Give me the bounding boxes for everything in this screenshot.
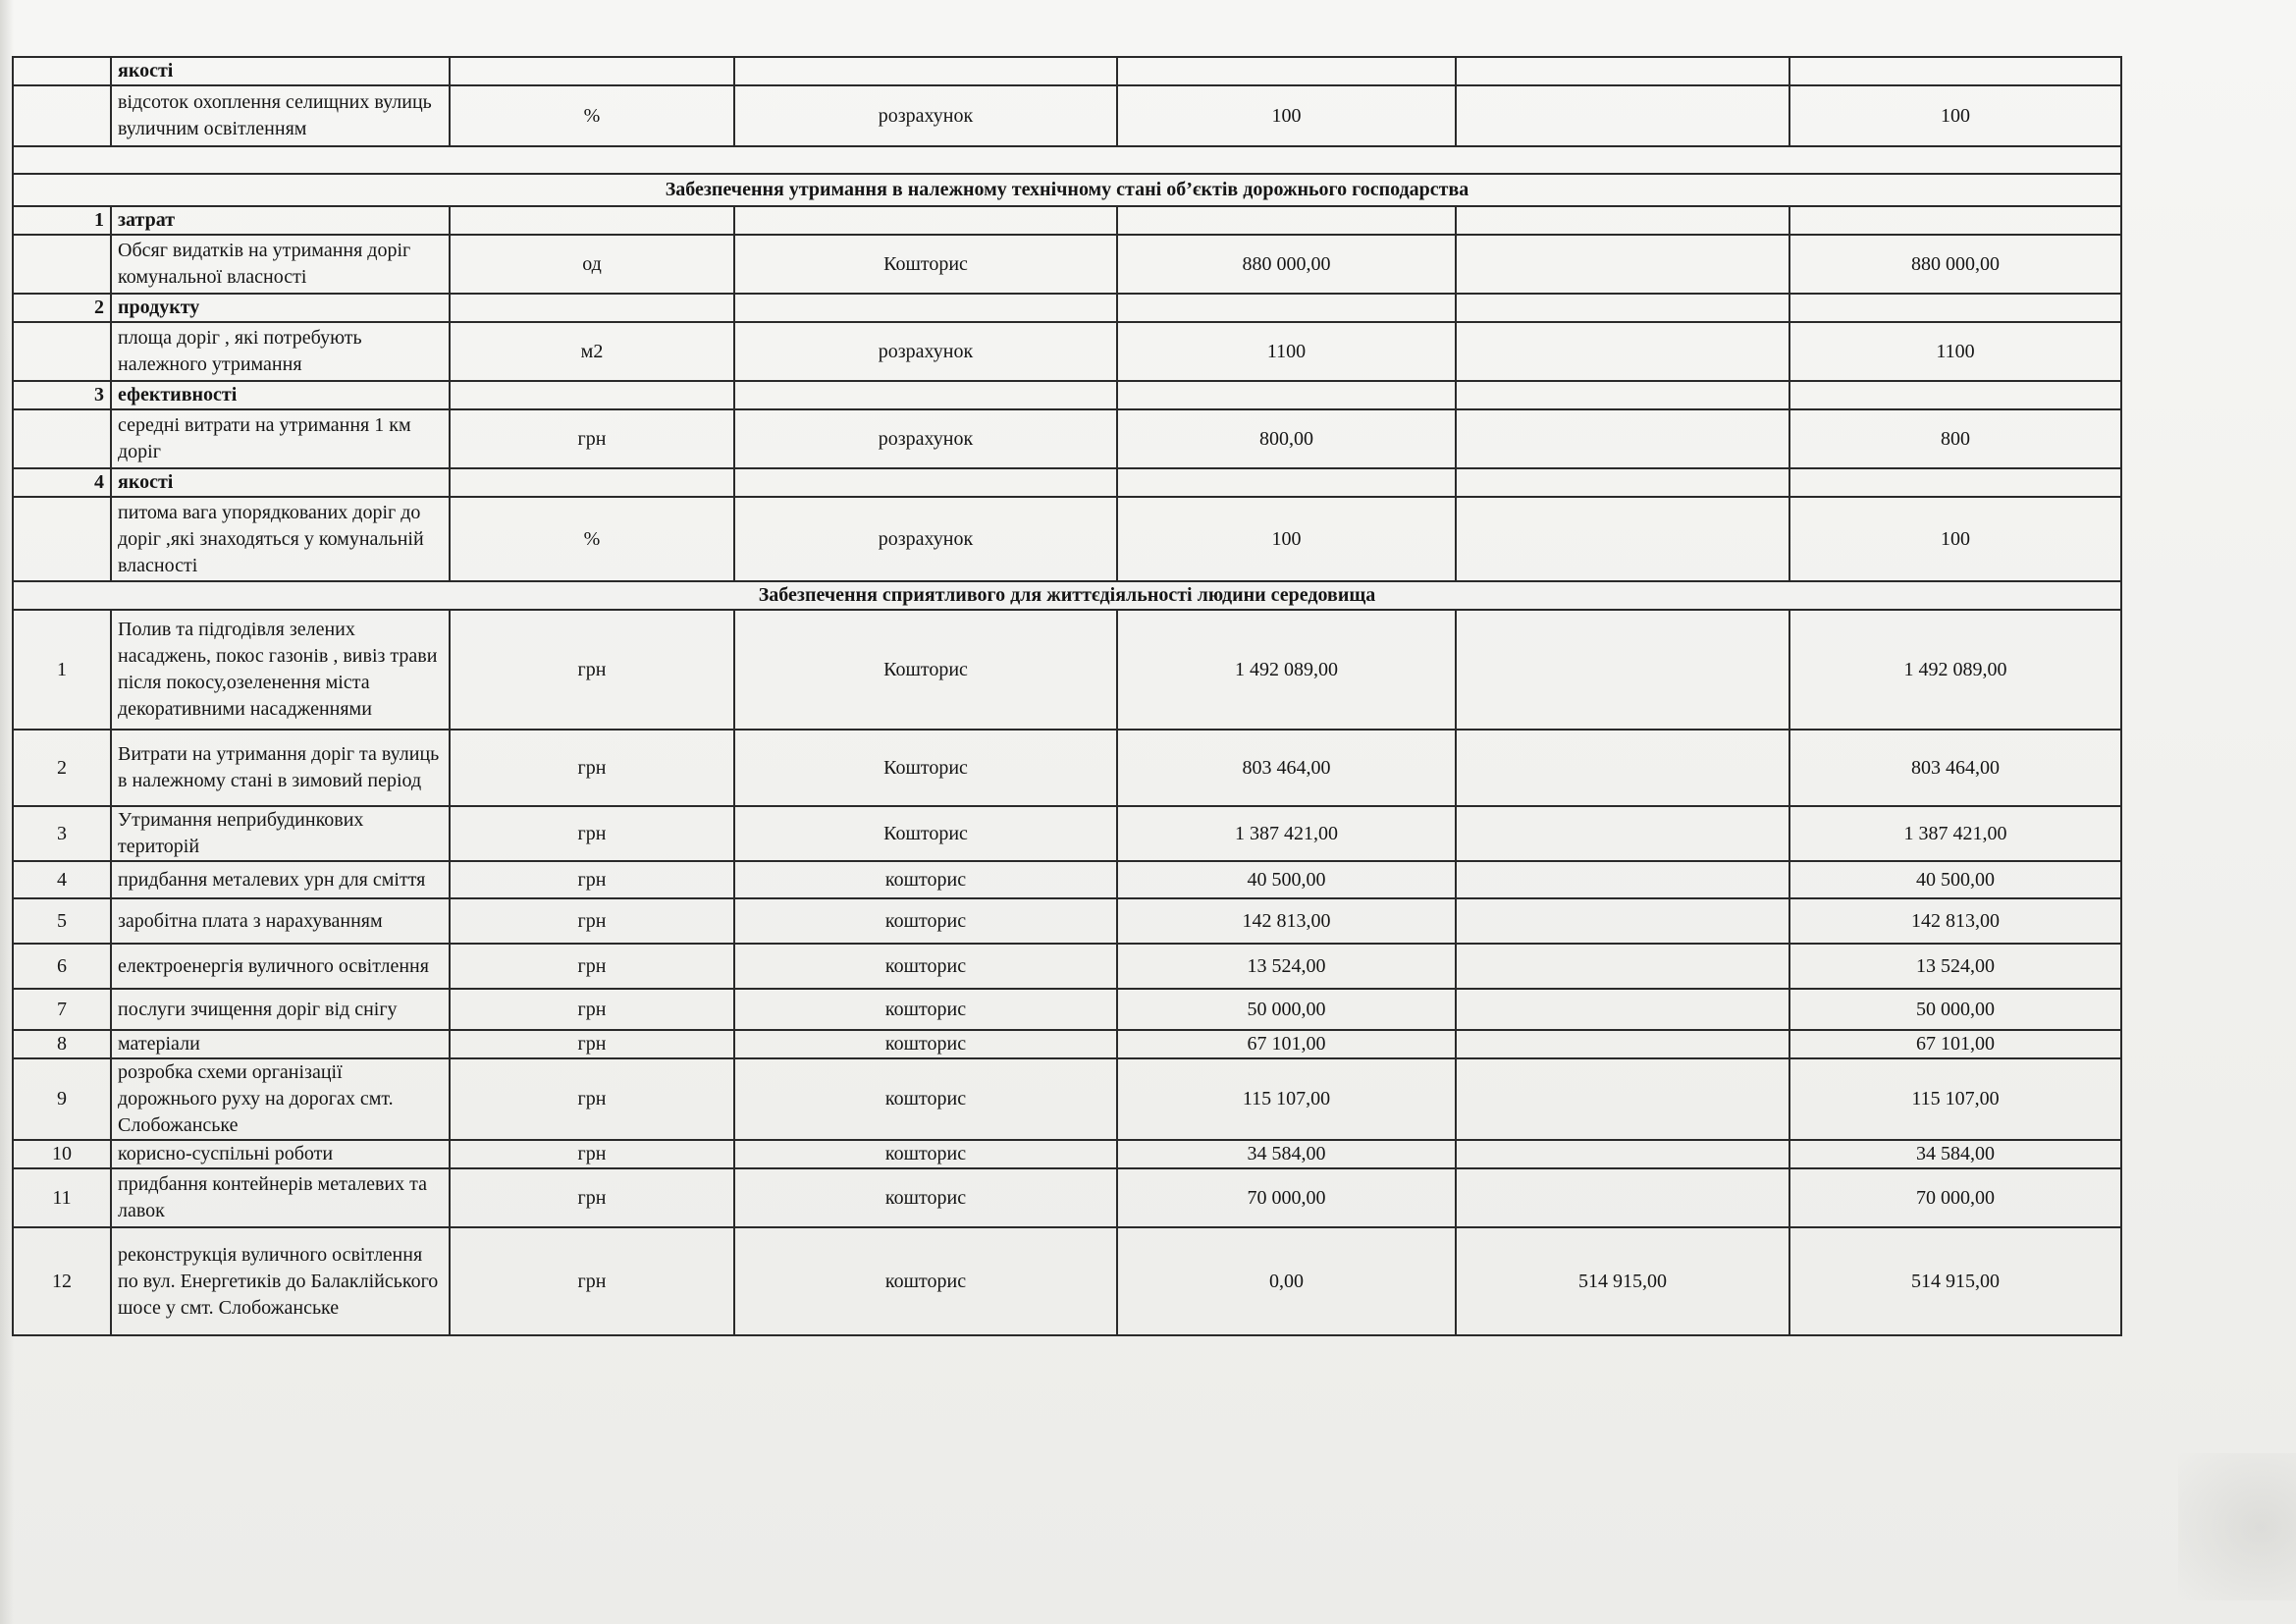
value-general-fund: 803 464,00 — [1117, 730, 1456, 806]
table-row — [13, 1030, 2121, 1058]
row-number: 1 — [13, 610, 111, 730]
value-special-fund — [1456, 989, 1789, 1030]
unit-cell: % — [450, 497, 734, 581]
row-number: 4 — [13, 861, 111, 898]
value-total: 70 000,00 — [1789, 1168, 2121, 1227]
empty-cell — [450, 468, 734, 497]
row-number: 3 — [13, 806, 111, 861]
value-total: 803 464,00 — [1789, 730, 2121, 806]
table-row — [13, 1227, 2121, 1335]
table-row — [13, 989, 2121, 1030]
value-total: 1100 — [1789, 322, 2121, 381]
value-total: 100 — [1789, 497, 2121, 581]
table-row — [13, 235, 2121, 294]
source-cell: розрахунок — [734, 85, 1117, 146]
indicator-name: матеріали — [111, 1030, 450, 1058]
value-total: 13 524,00 — [1789, 944, 2121, 989]
indicator-name: електроенергія вуличного освітлення — [111, 944, 450, 989]
value-general-fund: 0,00 — [1117, 1227, 1456, 1335]
value-general-fund: 40 500,00 — [1117, 861, 1456, 898]
table-row — [13, 610, 2121, 730]
empty-cell — [1117, 57, 1456, 85]
empty-cell — [1789, 57, 2121, 85]
row-number: 12 — [13, 1227, 111, 1335]
source-cell: кошторис — [734, 1058, 1117, 1140]
value-total: 1 492 089,00 — [1789, 610, 2121, 730]
value-total: 514 915,00 — [1789, 1227, 2121, 1335]
table-row — [13, 85, 2121, 146]
empty-cell — [13, 146, 2121, 174]
table-row — [13, 1168, 2121, 1227]
source-cell: кошторис — [734, 944, 1117, 989]
empty-cell — [734, 468, 1117, 497]
empty-cell — [1789, 381, 2121, 409]
table-row — [13, 730, 2121, 806]
source-cell: Кошторис — [734, 730, 1117, 806]
value-special-fund — [1456, 898, 1789, 944]
empty-cell — [1456, 57, 1789, 85]
row-number: 6 — [13, 944, 111, 989]
value-general-fund: 880 000,00 — [1117, 235, 1456, 294]
blank-row — [13, 146, 2121, 174]
unit-cell: грн — [450, 1058, 734, 1140]
empty-cell — [734, 206, 1117, 235]
category-row — [13, 206, 2121, 235]
unit-cell: грн — [450, 1227, 734, 1335]
source-cell: розрахунок — [734, 322, 1117, 381]
value-special-fund — [1456, 806, 1789, 861]
unit-cell: грн — [450, 1030, 734, 1058]
empty-cell — [450, 381, 734, 409]
indicator-name: реконструкція вуличного освітлення по вул. Енергетиків до Балаклійського шосе у смт. Слобожанське — [111, 1227, 450, 1335]
source-cell: кошторис — [734, 861, 1117, 898]
category-name: якості — [111, 57, 450, 85]
unit-cell: % — [450, 85, 734, 146]
source-cell: кошторис — [734, 1030, 1117, 1058]
unit-cell: грн — [450, 1140, 734, 1168]
table-row — [13, 1140, 2121, 1168]
category-row — [13, 468, 2121, 497]
value-total: 100 — [1789, 85, 2121, 146]
source-cell: Кошторис — [734, 235, 1117, 294]
category-number — [13, 57, 111, 85]
value-special-fund — [1456, 322, 1789, 381]
category-number: 1 — [13, 206, 111, 235]
empty-cell — [450, 57, 734, 85]
value-total: 1 387 421,00 — [1789, 806, 2121, 861]
section-title: Забезпечення утримання в належному технічному стані об’єктів дорожнього господарства — [13, 174, 2121, 206]
value-general-fund: 67 101,00 — [1117, 1030, 1456, 1058]
source-cell: кошторис — [734, 989, 1117, 1030]
row-number — [13, 322, 111, 381]
category-number: 3 — [13, 381, 111, 409]
value-special-fund — [1456, 1030, 1789, 1058]
row-number — [13, 235, 111, 294]
category-number: 2 — [13, 294, 111, 322]
value-special-fund — [1456, 610, 1789, 730]
table-row — [13, 861, 2121, 898]
section-header-row — [13, 581, 2121, 610]
value-special-fund — [1456, 1140, 1789, 1168]
value-special-fund — [1456, 944, 1789, 989]
value-general-fund: 70 000,00 — [1117, 1168, 1456, 1227]
value-general-fund: 1 492 089,00 — [1117, 610, 1456, 730]
empty-cell — [1117, 381, 1456, 409]
source-cell: розрахунок — [734, 409, 1117, 468]
indicator-name: Полив та підгодівля зелених насаджень, покос газонів , вивіз трави після покосу,озеленення міста декоративними насадженнями — [111, 610, 450, 730]
unit-cell: грн — [450, 989, 734, 1030]
empty-cell — [1789, 206, 2121, 235]
table-row — [13, 1058, 2121, 1140]
value-total: 800 — [1789, 409, 2121, 468]
table-row — [13, 898, 2121, 944]
empty-cell — [1456, 294, 1789, 322]
source-cell: кошторис — [734, 1168, 1117, 1227]
empty-cell — [450, 206, 734, 235]
indicator-name: питома вага упорядкованих доріг до доріг ,які знаходяться у комунальній власності — [111, 497, 450, 581]
indicator-name: Обсяг видатків на утримання доріг комунальної власності — [111, 235, 450, 294]
unit-cell: грн — [450, 944, 734, 989]
value-special-fund — [1456, 1168, 1789, 1227]
source-cell: кошторис — [734, 1140, 1117, 1168]
value-total: 115 107,00 — [1789, 1058, 2121, 1140]
row-number: 9 — [13, 1058, 111, 1140]
value-general-fund: 1 387 421,00 — [1117, 806, 1456, 861]
empty-cell — [734, 294, 1117, 322]
table-row — [13, 497, 2121, 581]
category-row — [13, 294, 2121, 322]
empty-cell — [1789, 468, 2121, 497]
empty-cell — [1789, 294, 2121, 322]
table-row — [13, 944, 2121, 989]
source-cell: розрахунок — [734, 497, 1117, 581]
category-name: ефективності — [111, 381, 450, 409]
value-general-fund: 115 107,00 — [1117, 1058, 1456, 1140]
row-number — [13, 409, 111, 468]
value-general-fund: 13 524,00 — [1117, 944, 1456, 989]
row-number — [13, 85, 111, 146]
value-special-fund — [1456, 1058, 1789, 1140]
value-special-fund: 514 915,00 — [1456, 1227, 1789, 1335]
empty-cell — [734, 57, 1117, 85]
empty-cell — [450, 294, 734, 322]
row-number: 10 — [13, 1140, 111, 1168]
value-special-fund — [1456, 730, 1789, 806]
empty-cell — [1117, 294, 1456, 322]
row-number: 8 — [13, 1030, 111, 1058]
unit-cell: грн — [450, 610, 734, 730]
unit-cell: м2 — [450, 322, 734, 381]
unit-cell: грн — [450, 1168, 734, 1227]
category-row — [13, 57, 2121, 85]
value-general-fund: 1100 — [1117, 322, 1456, 381]
value-general-fund: 142 813,00 — [1117, 898, 1456, 944]
category-name: якості — [111, 468, 450, 497]
value-special-fund — [1456, 409, 1789, 468]
empty-cell — [1117, 206, 1456, 235]
indicator-name: заробітна плата з нарахуванням — [111, 898, 450, 944]
value-total: 40 500,00 — [1789, 861, 2121, 898]
table-row — [13, 806, 2121, 861]
empty-cell — [1456, 206, 1789, 235]
value-special-fund — [1456, 861, 1789, 898]
category-row — [13, 381, 2121, 409]
row-number: 11 — [13, 1168, 111, 1227]
unit-cell: грн — [450, 806, 734, 861]
empty-cell — [1456, 468, 1789, 497]
value-special-fund — [1456, 497, 1789, 581]
indicator-name: площа доріг , які потребують належного утримання — [111, 322, 450, 381]
empty-cell — [1456, 381, 1789, 409]
row-number: 5 — [13, 898, 111, 944]
value-general-fund: 100 — [1117, 85, 1456, 146]
indicator-name: корисно-суспільні роботи — [111, 1140, 450, 1168]
row-number: 2 — [13, 730, 111, 806]
value-special-fund — [1456, 235, 1789, 294]
value-total: 34 584,00 — [1789, 1140, 2121, 1168]
source-cell: Кошторис — [734, 610, 1117, 730]
category-name: затрат — [111, 206, 450, 235]
row-number: 7 — [13, 989, 111, 1030]
indicator-name: послуги зчищення доріг від снігу — [111, 989, 450, 1030]
unit-cell: грн — [450, 730, 734, 806]
indicator-name: придбання металевих урн для сміття — [111, 861, 450, 898]
value-special-fund — [1456, 85, 1789, 146]
unit-cell: грн — [450, 861, 734, 898]
table-row — [13, 409, 2121, 468]
section-header-row — [13, 174, 2121, 206]
unit-cell: од — [450, 235, 734, 294]
section-title: Забезпечення сприятливого для життєдіяльності людини середовища — [13, 581, 2121, 610]
value-general-fund: 100 — [1117, 497, 1456, 581]
value-total: 50 000,00 — [1789, 989, 2121, 1030]
unit-cell: грн — [450, 898, 734, 944]
source-cell: Кошторис — [734, 806, 1117, 861]
empty-cell — [1117, 468, 1456, 497]
unit-cell: грн — [450, 409, 734, 468]
source-cell: кошторис — [734, 898, 1117, 944]
value-total: 880 000,00 — [1789, 235, 2121, 294]
value-total: 142 813,00 — [1789, 898, 2121, 944]
empty-cell — [734, 381, 1117, 409]
indicator-name: розробка схеми організації дорожнього руху на дорогах смт. Слобожанське — [111, 1058, 450, 1140]
category-name: продукту — [111, 294, 450, 322]
indicator-name: придбання контейнерів металевих та лавок — [111, 1168, 450, 1227]
value-general-fund: 800,00 — [1117, 409, 1456, 468]
indicators-table — [12, 56, 2122, 1336]
row-number — [13, 497, 111, 581]
indicator-name: середні витрати на утримання 1 км доріг — [111, 409, 450, 468]
indicator-name: Утримання неприбудинкових територій — [111, 806, 450, 861]
table-row — [13, 322, 2121, 381]
category-number: 4 — [13, 468, 111, 497]
indicator-name: Витрати на утримання доріг та вулиць в належному стані в зимовий період — [111, 730, 450, 806]
source-cell: кошторис — [734, 1227, 1117, 1335]
scan-smudge — [2178, 1453, 2296, 1600]
indicator-name: відсоток охоплення селищних вулиць вуличним освітленням — [111, 85, 450, 146]
value-general-fund: 50 000,00 — [1117, 989, 1456, 1030]
value-total: 67 101,00 — [1789, 1030, 2121, 1058]
value-general-fund: 34 584,00 — [1117, 1140, 1456, 1168]
